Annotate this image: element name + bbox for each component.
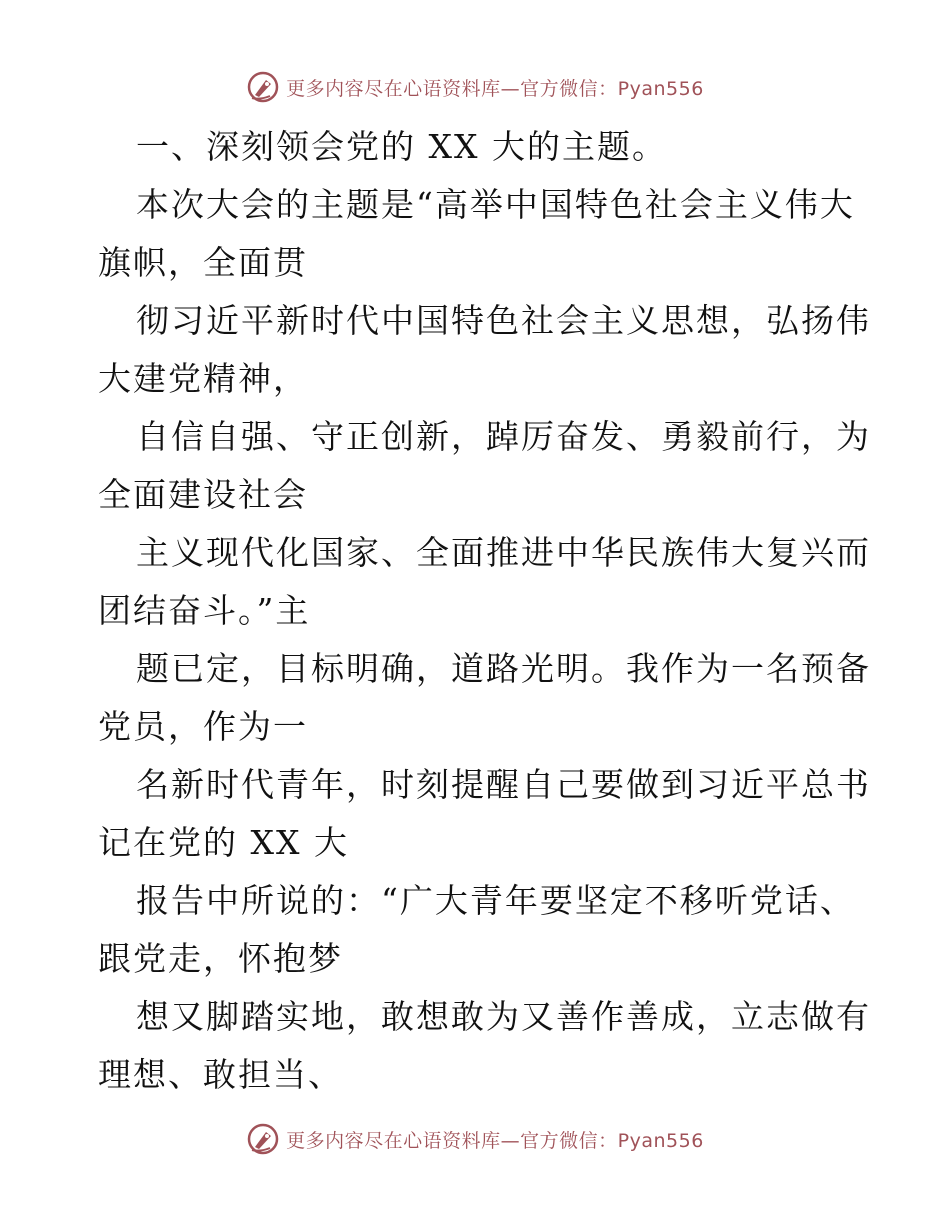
paragraph-line: 理想、敢担当、 xyxy=(98,1055,343,1094)
footer-banner xyxy=(0,1122,950,1156)
paragraph-line: 旗帜，全面贯 xyxy=(98,243,308,282)
paragraph-line: 本次大会的主题是“高举中国特色社会主义伟大 xyxy=(136,185,855,224)
paragraph-line: 名新时代青年，时刻提醒自己要做到习近平总书 xyxy=(136,765,871,804)
paragraph-line: 记在党的 XX 大 xyxy=(98,823,349,862)
paragraph-line: 团结奋斗。”主 xyxy=(98,591,311,630)
header-banner xyxy=(0,70,950,104)
footer-banner-text: 更多内容尽在心语资料库—官方微信：Pyan556 xyxy=(286,1129,704,1152)
paragraph-line: 自信自强、守正创新，踔厉奋发、勇毅前行，为 xyxy=(136,417,871,456)
paragraph-line: 想又脚踏实地，敢想敢为又善作善成，立志做有 xyxy=(136,997,871,1036)
document-body xyxy=(98,118,871,1104)
paragraph-line: 大建党精神， xyxy=(98,359,308,398)
paragraph-line: 党员，作为一 xyxy=(98,707,308,746)
pen-nib-logo-icon xyxy=(246,70,280,104)
paragraph-line: 跟党走，怀抱梦 xyxy=(98,939,343,978)
pen-nib-logo-icon xyxy=(246,1122,280,1156)
paragraph-line: 主义现代化国家、全面推进中华民族伟大复兴而 xyxy=(136,533,871,572)
section-heading: 一、深刻领会党的 XX 大的主题。 xyxy=(136,127,667,166)
paragraph-line: 全面建设社会 xyxy=(98,475,308,514)
paragraph-line: 彻习近平新时代中国特色社会主义思想，弘扬伟 xyxy=(136,301,871,340)
paragraph-line: 报告中所说的：“广大青年要坚定不移听党话、 xyxy=(136,881,855,920)
header-banner-text: 更多内容尽在心语资料库—官方微信：Pyan556 xyxy=(286,77,704,100)
paragraph-line: 题已定，目标明确，道路光明。我作为一名预备 xyxy=(136,649,871,688)
